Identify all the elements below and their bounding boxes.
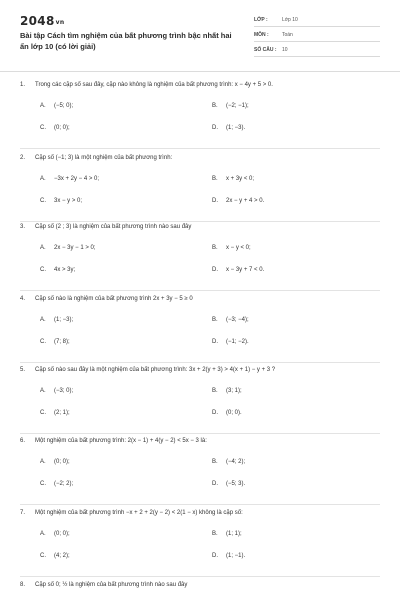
question-number: 2. bbox=[20, 155, 26, 161]
option-text: (0; 0). bbox=[226, 410, 242, 416]
option-a[interactable] bbox=[40, 531, 70, 537]
option-d[interactable] bbox=[212, 198, 264, 204]
question-stem: Cặp số (2 ; 3) là nghiệm của bất phương trình nào sau đây bbox=[35, 224, 192, 230]
question-text bbox=[20, 510, 243, 516]
meta-row-count bbox=[254, 44, 380, 57]
option-text: −3x + 2y − 4 > 0; bbox=[54, 176, 100, 182]
question-number: 8. bbox=[20, 582, 26, 588]
logo-suffix: vn bbox=[55, 19, 65, 26]
option-letter: A. bbox=[40, 317, 46, 323]
option-letter: A. bbox=[40, 388, 46, 394]
option-letter: B. bbox=[212, 245, 218, 251]
option-c[interactable] bbox=[40, 198, 82, 204]
question-number: 3. bbox=[20, 224, 26, 230]
question-stem: Cặp số (−1; 3) là một nghiệm của bất phương trình: bbox=[35, 155, 173, 161]
option-text: (1; −3). bbox=[226, 125, 246, 131]
option-letter: C. bbox=[40, 481, 46, 487]
option-letter: C. bbox=[40, 267, 46, 273]
option-letter: A. bbox=[40, 103, 46, 109]
option-text: (0; 0); bbox=[54, 459, 70, 465]
question-number: 1. bbox=[20, 82, 26, 88]
option-text: (−4; 2); bbox=[226, 459, 246, 465]
option-d[interactable] bbox=[212, 267, 264, 273]
option-letter: C. bbox=[40, 198, 46, 204]
option-letter: A. bbox=[40, 176, 46, 182]
question-divider bbox=[20, 362, 380, 363]
option-text: (1; 1); bbox=[226, 531, 242, 537]
meta-row-class bbox=[254, 14, 380, 27]
option-text: (−5; 0); bbox=[54, 103, 74, 109]
option-d[interactable] bbox=[212, 125, 245, 131]
meta-row-subject bbox=[254, 29, 380, 42]
meta-label: MÔN : bbox=[254, 32, 269, 38]
option-text: (1; −1). bbox=[226, 553, 246, 559]
option-text: 4x > 3y; bbox=[54, 267, 76, 273]
option-letter: B. bbox=[212, 317, 218, 323]
option-text: (−2; 2); bbox=[54, 481, 74, 487]
option-c[interactable] bbox=[40, 267, 75, 273]
option-c[interactable] bbox=[40, 481, 73, 487]
option-a[interactable] bbox=[40, 103, 73, 109]
logo-text: 2048 bbox=[20, 14, 55, 28]
option-a[interactable] bbox=[40, 245, 96, 251]
site-logo[interactable] bbox=[20, 14, 64, 28]
question-divider bbox=[20, 148, 380, 149]
option-c[interactable] bbox=[40, 125, 70, 131]
question-text bbox=[20, 367, 275, 373]
meta-value: 10 bbox=[282, 47, 288, 53]
question-divider bbox=[20, 504, 380, 505]
option-a[interactable] bbox=[40, 176, 99, 182]
option-text: (1; −3); bbox=[54, 317, 74, 323]
option-letter: A. bbox=[40, 531, 46, 537]
option-d[interactable] bbox=[212, 553, 245, 559]
option-text: (0; 0); bbox=[54, 531, 70, 537]
meta-label: LỚP : bbox=[254, 17, 268, 23]
document-header bbox=[0, 0, 400, 72]
question-divider bbox=[20, 576, 380, 577]
meta-value: Toán bbox=[282, 32, 293, 38]
option-d[interactable] bbox=[212, 410, 242, 416]
option-b[interactable] bbox=[212, 103, 249, 109]
option-c[interactable] bbox=[40, 410, 70, 416]
option-letter: B. bbox=[212, 459, 218, 465]
question-text bbox=[20, 438, 207, 444]
question-number: 6. bbox=[20, 438, 26, 444]
option-letter: D. bbox=[212, 125, 218, 131]
question-text bbox=[20, 155, 172, 161]
meta-box bbox=[254, 14, 380, 59]
question-stem: Trong các cặp số sau đây, cặp nào không là nghiệm của bất phương trình: x − 4y + 5 > 0. bbox=[35, 82, 273, 88]
question-text bbox=[20, 582, 187, 588]
question-divider bbox=[20, 290, 380, 291]
option-text: (0; 0); bbox=[54, 125, 70, 131]
option-a[interactable] bbox=[40, 459, 70, 465]
option-b[interactable] bbox=[212, 245, 251, 251]
option-letter: B. bbox=[212, 176, 218, 182]
question-divider bbox=[20, 433, 380, 434]
document-title: Bài tập Cách tìm nghiệm của bất phương trình bậc nhất hai ẩn lớp 10 (có lời giải) bbox=[20, 31, 232, 51]
question-stem: Một nghiệm của bất phương trình −x + 2 + 2(y − 2) < 2(1 − x) không là cặp số: bbox=[35, 510, 243, 516]
option-b[interactable] bbox=[212, 317, 249, 323]
option-letter: C. bbox=[40, 125, 46, 131]
option-text: (−3; −4); bbox=[226, 317, 249, 323]
option-text: (4; 2); bbox=[54, 553, 70, 559]
option-letter: D. bbox=[212, 553, 218, 559]
option-text: (−2; −1); bbox=[226, 103, 249, 109]
option-text: (−5; 3). bbox=[226, 481, 246, 487]
option-letter: B. bbox=[212, 531, 218, 537]
option-text: (−3; 0); bbox=[54, 388, 74, 394]
option-c[interactable] bbox=[40, 553, 70, 559]
meta-label: SỐ CÂU : bbox=[254, 47, 277, 53]
option-a[interactable] bbox=[40, 317, 73, 323]
option-text: x − 3y + 7 < 0. bbox=[226, 267, 265, 273]
option-letter: C. bbox=[40, 410, 46, 416]
meta-value: Lớp 10 bbox=[282, 17, 298, 23]
option-b[interactable] bbox=[212, 176, 254, 182]
option-d[interactable] bbox=[212, 339, 249, 345]
question-text bbox=[20, 296, 193, 302]
question-number: 7. bbox=[20, 510, 26, 516]
option-letter: A. bbox=[40, 459, 46, 465]
option-letter: C. bbox=[40, 339, 46, 345]
option-text: (2; 1); bbox=[54, 410, 70, 416]
option-text: x + 3y < 0; bbox=[226, 176, 255, 182]
option-b[interactable] bbox=[212, 388, 242, 394]
question-stem: Cặp số nào là nghiệm của bất phương trình 2x + 3y − 5 ≥ 0 bbox=[35, 296, 193, 302]
option-letter: D. bbox=[212, 267, 218, 273]
question-number: 4. bbox=[20, 296, 26, 302]
option-text: 3x − y > 0; bbox=[54, 198, 83, 204]
option-b[interactable] bbox=[212, 459, 245, 465]
option-letter: D. bbox=[212, 198, 218, 204]
option-text: (3; 1); bbox=[226, 388, 242, 394]
question-text bbox=[20, 82, 273, 88]
option-text: x − y < 0; bbox=[226, 245, 251, 251]
option-text: 2x − 3y − 1 > 0; bbox=[54, 245, 96, 251]
option-letter: B. bbox=[212, 388, 218, 394]
option-letter: D. bbox=[212, 339, 218, 345]
question-number: 5. bbox=[20, 367, 26, 373]
option-b[interactable] bbox=[212, 531, 242, 537]
option-letter: D. bbox=[212, 481, 218, 487]
question-divider bbox=[20, 221, 380, 222]
question-stem: Một nghiệm của bất phương trình: 2(x − 1) + 4(y − 2) < 5x − 3 là: bbox=[35, 438, 207, 444]
option-letter: B. bbox=[212, 103, 218, 109]
option-d[interactable] bbox=[212, 481, 245, 487]
question-stem: Cặp số nào sau đây là một nghiệm của bất phương trình: 3x + 2(y + 3) > 4(x + 1) − y + 3 ? bbox=[35, 367, 276, 373]
option-text: (−1; −2). bbox=[226, 339, 249, 345]
option-c[interactable] bbox=[40, 339, 70, 345]
option-text: (7; 8); bbox=[54, 339, 70, 345]
option-letter: C. bbox=[40, 553, 46, 559]
option-letter: A. bbox=[40, 245, 46, 251]
option-text: 2x − y + 4 > 0. bbox=[226, 198, 265, 204]
question-stem: Cặp số 0; ½ là nghiệm của bất phương trình nào sau đây bbox=[35, 582, 188, 588]
option-letter: D. bbox=[212, 410, 218, 416]
option-a[interactable] bbox=[40, 388, 73, 394]
question-text bbox=[20, 224, 191, 230]
